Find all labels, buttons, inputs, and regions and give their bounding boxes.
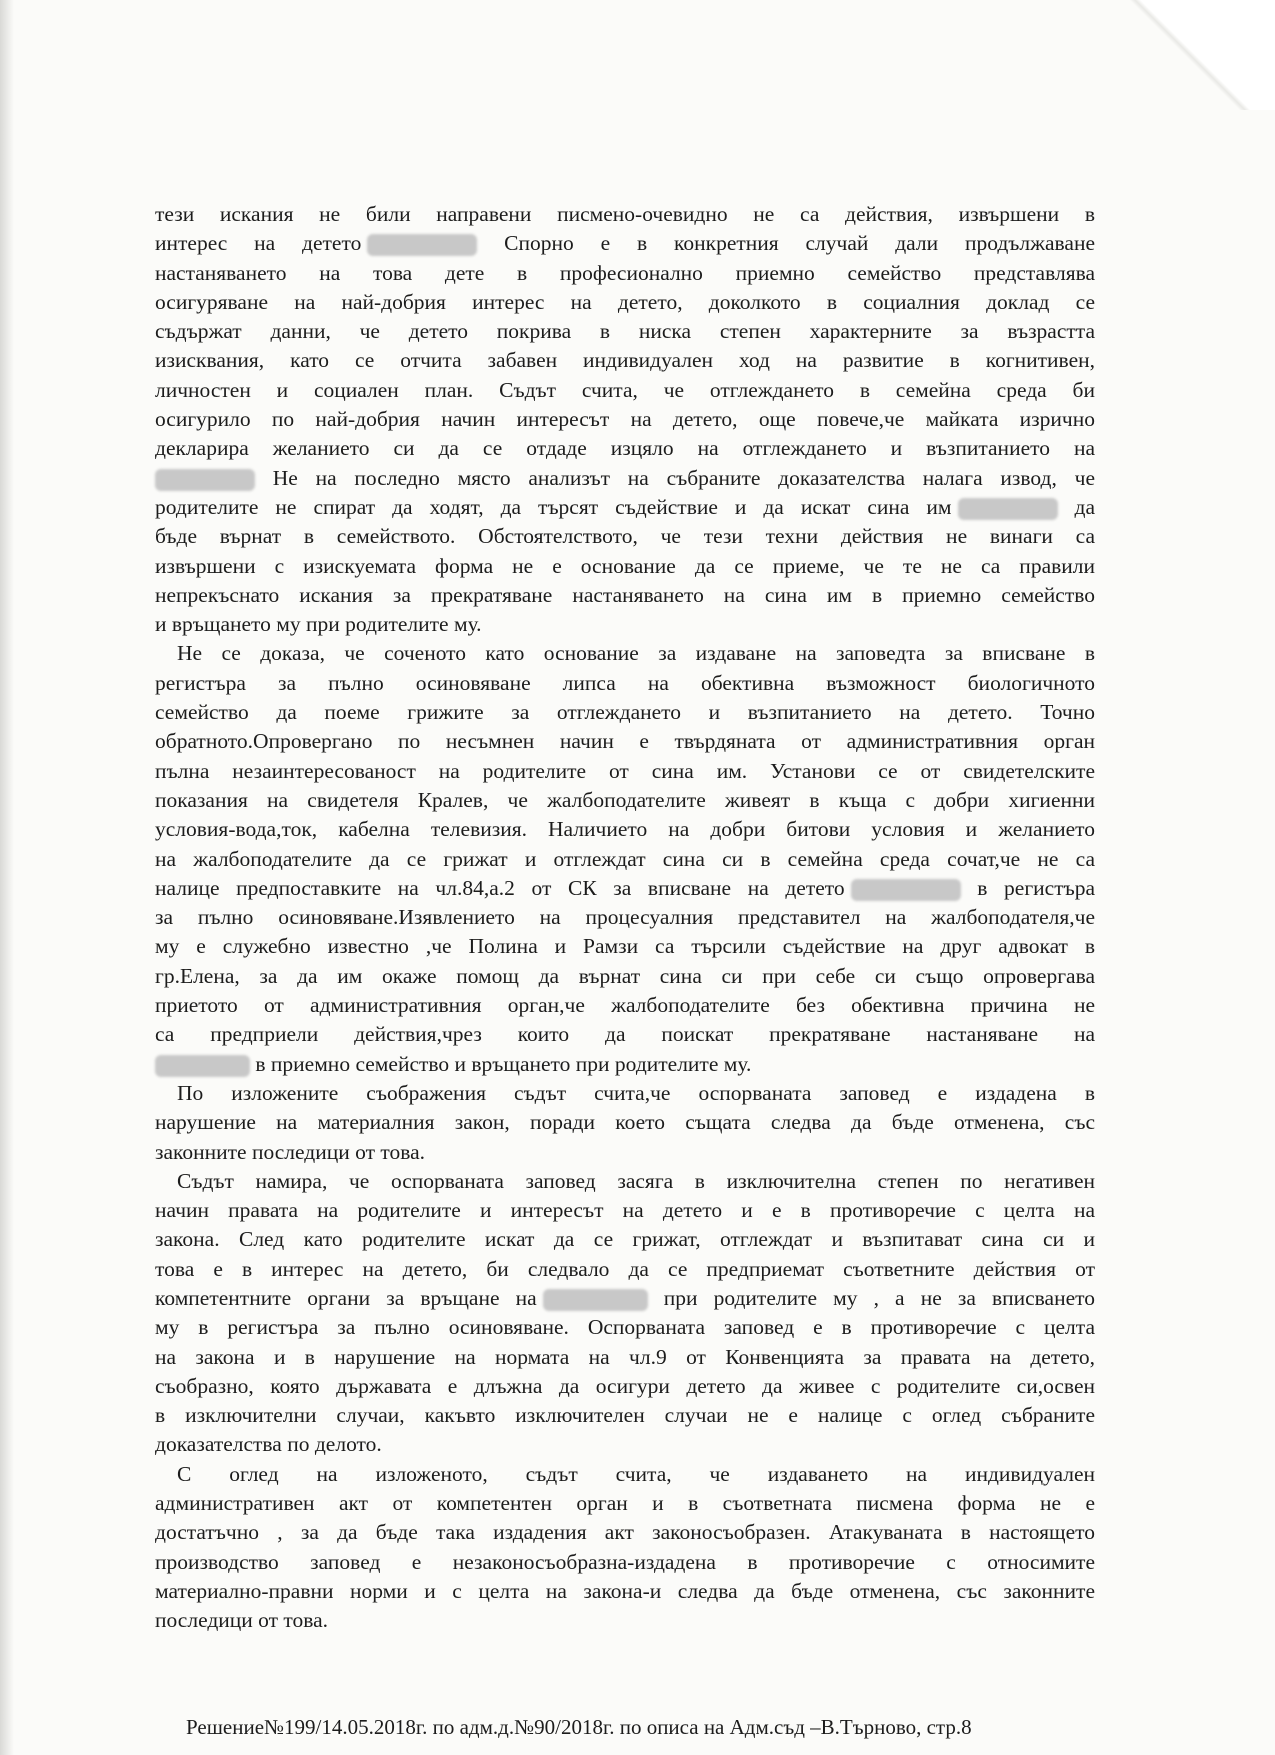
text-line (155, 845, 1095, 874)
line-text: родителите не спират да ходят, да търсят съдействие и да искат сина им (155, 494, 952, 519)
text-line (155, 1138, 1095, 1167)
text-line (155, 581, 1095, 610)
text-line (155, 1255, 1095, 1284)
line-text: Не на последно място анализът на събраните доказателства налага извод, че (255, 465, 1095, 490)
line-text: в изключителни случаи, какъвто изключителен случаи не е налице с оглед събраните (155, 1403, 1095, 1428)
text-line (155, 464, 1095, 493)
text-line (155, 1460, 1095, 1489)
text-line (155, 610, 1095, 639)
text-line (155, 903, 1095, 932)
line-text-after: при родителите му , а не за вписването (647, 1285, 1096, 1310)
line-text: условия-вода,ток, кабелна телевизия. Наличието на добри битови условия и желанието (155, 817, 1095, 842)
line-text: Съдът намира, че оспорваната заповед засяга в изключителна степен по негативен (177, 1168, 1095, 1193)
line-text: законните последици от това. (155, 1139, 426, 1164)
line-text: пълна незаинтересованост на родителите от сина им. Установи се от свидетелските (155, 758, 1095, 783)
redacted-name (543, 1289, 648, 1311)
page-edge-shadow (0, 0, 14, 1755)
line-text: личностен и социален план. Съдът счита, че отглеждането в семейна среда би (155, 377, 1095, 402)
text-line (155, 288, 1095, 317)
redacted-name (155, 1055, 250, 1077)
line-text: гр.Елена, за да им окаже помощ да върнат сина си при себе си също опровергава (155, 963, 1095, 988)
text-line (155, 434, 1095, 463)
text-line (155, 346, 1095, 375)
line-text: закона. След като родителите искат да се грижат, отглеждат и възпитават сина си и (155, 1227, 1095, 1252)
line-text: изисквания, като се отчита забавен индивидуален ход на развитие в когнитивен, (155, 348, 1095, 373)
text-line (155, 1225, 1095, 1254)
line-text: последици от това. (155, 1608, 329, 1633)
line-text: достатъчно , за да бъде така издадения акт законосъобразен. Атакуваната в настоящето (155, 1520, 1095, 1545)
text-line (155, 991, 1095, 1020)
line-text: непрекъснато искания за прекратяване настаняването на сина им в приемно семейство (155, 582, 1095, 607)
line-text: показания на свидетеля Кралев, че жалбоподателите живеят в къща с добри хигиенни (155, 787, 1095, 812)
line-text: компетентните органи за връщане на (155, 1285, 537, 1310)
text-line (155, 1313, 1095, 1342)
line-text: осигурило по най-добрия начин интересът на детето, още повече,че майката изрично (155, 407, 1095, 432)
text-line (155, 1518, 1095, 1547)
text-line (155, 1489, 1095, 1518)
document-body (155, 200, 1095, 1636)
line-text: приетото от административния орган,че жалбоподателите без обективна причина не (155, 993, 1095, 1018)
text-line (155, 1548, 1095, 1577)
line-text: интерес на детето (155, 231, 362, 256)
text-line (155, 200, 1095, 229)
line-text: бъде върнат в семейството. Обстоятелството, че тези техни действия не винаги са (155, 524, 1095, 549)
line-text: и връщането му при родителите му. (155, 612, 482, 637)
line-text: на закона и в нарушение на нормата на чл.9 от Конвенцията за правата на детето, (155, 1344, 1095, 1369)
text-line (155, 1430, 1095, 1459)
line-text: му е служебно известно ,че Полина и Рамзи са търсили съдействие на друг адвокат в (155, 934, 1095, 959)
redacted-name (155, 469, 255, 491)
line-text: осигуряване на най-добрия интерес на детето, доколкото в социалния доклад се (155, 289, 1095, 314)
text-line (155, 1050, 1095, 1079)
line-text: начин правата на родителите и интересът на детето и е в противоречие с целта на (155, 1198, 1095, 1223)
text-line (155, 815, 1095, 844)
line-text: извършени с изискуемата форма не е основание да се приеме, че те не са правили (155, 553, 1095, 578)
line-text: доказателства по делото. (155, 1432, 382, 1457)
line-text: декларира желанието си да се отдаде изцяло на отглеждането и възпитанието на (155, 436, 1095, 461)
text-line (155, 786, 1095, 815)
text-line (155, 669, 1095, 698)
line-text: са предприели действия,чрез които да поискат прекратяване настаняване на (155, 1022, 1095, 1047)
line-text: производство заповед е незаконосъобразна-издадена в противоречие с относимите (155, 1549, 1095, 1574)
line-text: семейство да поеме грижите за отглеждането и възпитанието на детето. Точно (155, 700, 1095, 725)
text-line (155, 229, 1095, 258)
line-text: Не се доказа, че соченото като основание за издаване на заповедта за вписване в (177, 641, 1095, 666)
text-line (155, 874, 1095, 903)
text-line (155, 317, 1095, 346)
text-line (155, 698, 1095, 727)
text-line (155, 757, 1095, 786)
line-text: тези искания не били направени писмено-очевидно не са действия, извършени в (155, 202, 1095, 226)
text-line (155, 1167, 1095, 1196)
text-line (155, 1577, 1095, 1606)
line-text-after: в регистъра (960, 875, 1095, 900)
line-text: на жалбоподателите да се грижат и отглеждат сина си в семейна среда сочат,че не са (155, 846, 1095, 871)
line-text: съдържат данни, че детето покрива в ниска степен характерните за възрастта (155, 319, 1095, 344)
text-line (155, 259, 1095, 288)
line-text-after: Спорно е в конкретния случай дали продължаване (477, 231, 1095, 256)
line-text: материално-правни норми и с целта на закона-и следва да бъде отменена, със законните (155, 1578, 1095, 1603)
text-line (155, 1196, 1095, 1225)
text-line (155, 493, 1095, 522)
line-text: регистъра за пълно осиновяване липса на обективна възможност биологичното (155, 670, 1095, 695)
folded-corner (1105, 0, 1275, 110)
text-line (155, 639, 1095, 668)
redacted-name (367, 234, 477, 256)
line-text: налице предпоставките на чл.84,а.2 от СК за вписване на детето (155, 875, 845, 900)
text-line (155, 522, 1095, 551)
line-text: С оглед на изложеното, съдът счита, че издаването на индивидуален (177, 1461, 1095, 1486)
text-line (155, 1606, 1095, 1635)
text-line (155, 1020, 1095, 1049)
text-line (155, 727, 1095, 756)
text-line (155, 1343, 1095, 1372)
line-text: административен акт от компетентен орган и в съответната писмена форма не е (155, 1491, 1095, 1516)
text-line (155, 932, 1095, 961)
text-line (155, 1108, 1095, 1137)
line-text: обратното.Опровергано по несъмнен начин е твърдяната от административния орган (155, 729, 1095, 754)
line-text: му в регистъра за пълно осиновяване. Оспорваната заповед е в противоречие с целта (155, 1315, 1095, 1340)
page-footer: Решение№199/14.05.2018г. по адм.д.№90/2018г. по описа на Адм.съд –В.Търново, стр.8 (186, 1715, 972, 1739)
line-text: По изложените съображения съдът счита,че оспорваната заповед е издадена в (177, 1080, 1095, 1105)
text-line (155, 962, 1095, 991)
line-text: настаняването на това дете в професионално приемно семейство представлява (155, 260, 1095, 285)
text-line (155, 1079, 1095, 1108)
text-line (155, 1284, 1095, 1313)
text-line (155, 376, 1095, 405)
line-text-after: да (1057, 494, 1095, 519)
text-line (155, 552, 1095, 581)
line-text: съобразно, която държавата е длъжна да осигури детето да живее с родителите си,освен (155, 1373, 1095, 1398)
text-line (155, 1401, 1095, 1430)
line-text: в приемно семейство и връщането при родителите му. (250, 1051, 752, 1076)
text-line (155, 1372, 1095, 1401)
line-text: това е в интерес на детето, би следвало да се предприемат съответните действия от (155, 1256, 1095, 1281)
redacted-name (851, 879, 961, 901)
text-line (155, 405, 1095, 434)
redacted-name (958, 498, 1058, 520)
line-text: за пълно осиновяване.Изявлението на процесуалния представител на жалбоподателя,че (155, 905, 1095, 930)
line-text: нарушение на материалния закон, поради което същата следва да бъде отменена, със (155, 1110, 1095, 1135)
